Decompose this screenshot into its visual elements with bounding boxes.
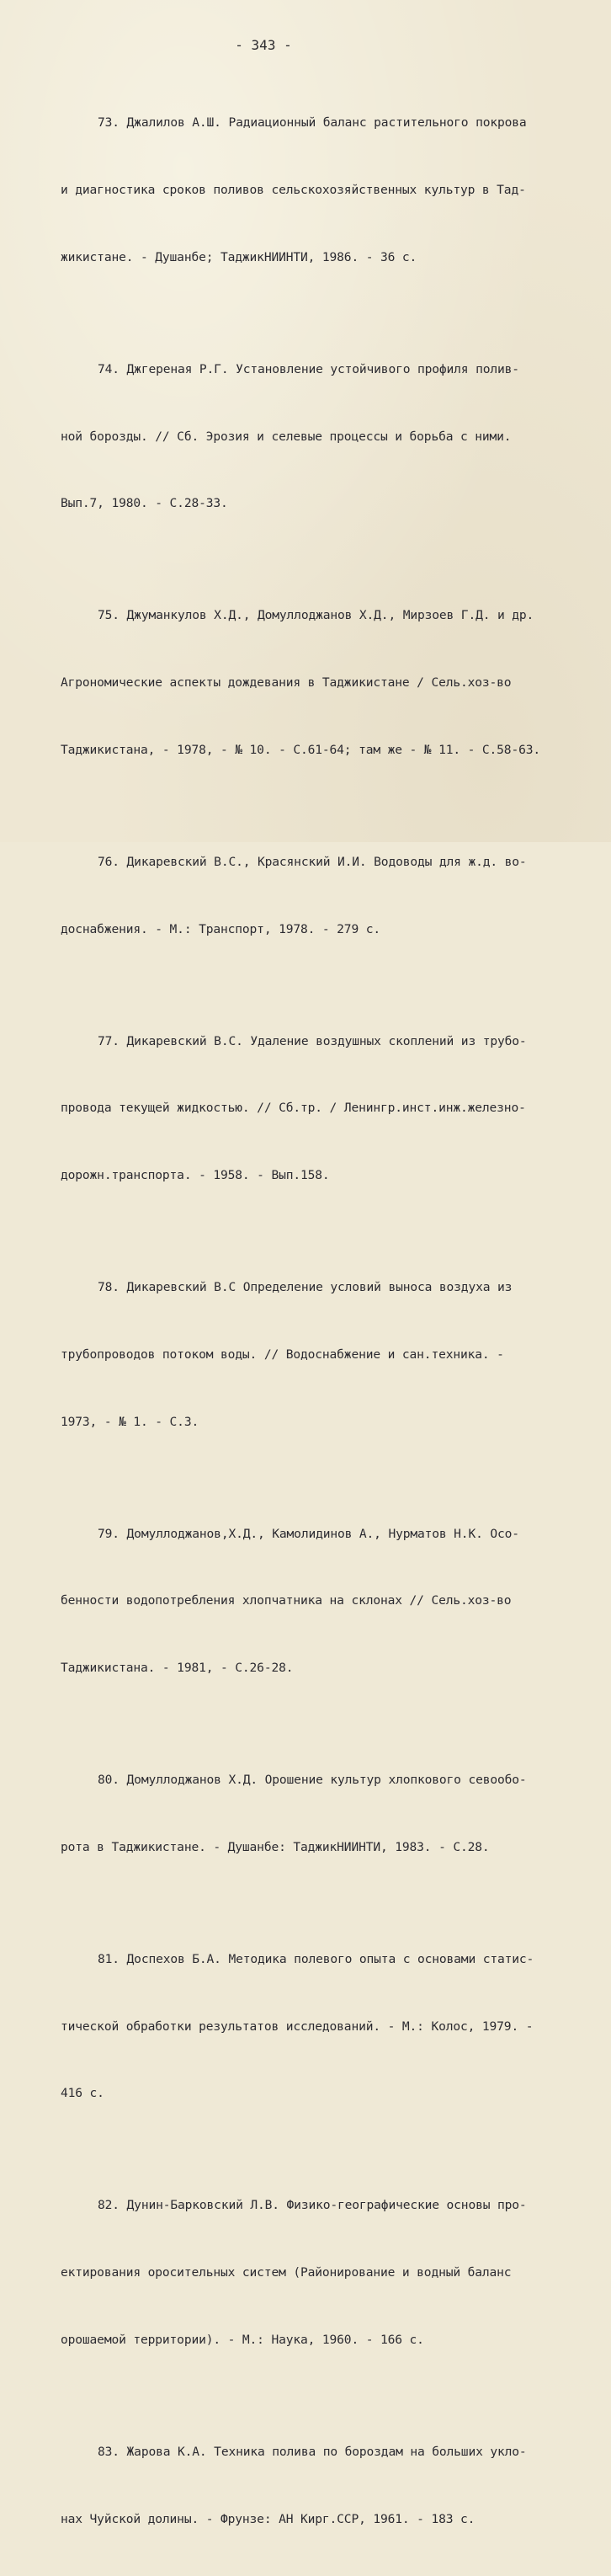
reference-entry (61, 985, 549, 1232)
reference-line: жикистане. - Душанбе; ТаджикНИИНТИ, 1986. - 36 с. (61, 249, 417, 264)
reference-line: 1973, - № 1. - С.3. (61, 1414, 199, 1429)
reference-line: орошаемой территории). - М.: Наука, 1960. - 166 с. (61, 2332, 424, 2347)
reference-line: бенности водопотребления хлопчатника на склонах // Сель.хоз-во (61, 1593, 512, 1608)
reference-line: 416 с. (61, 2086, 104, 2101)
reference-line: 78. Дикаревский В.С Определение условий выноса воздуха из (98, 1280, 513, 1295)
page-number: - 343 - (235, 37, 292, 53)
reference-line: провода текущей жидкостью. // Сб.тр. / Ленингр.инст.инж.железно- (61, 1101, 526, 1116)
reference-line: 75. Джуманкулов Х.Д., Домуллоджанов Х.Д., Мирзоев Г.Д. и др. (98, 608, 534, 623)
reference-entry (61, 1232, 549, 1479)
reference-entry (61, 2397, 549, 2576)
reference-entry (61, 67, 549, 314)
reference-line: 82. Дунин-Барковский Л.В. Физико-географические основы про- (98, 2198, 527, 2213)
reference-line: Таджикистана. - 1981, - С.26-28. (61, 1661, 294, 1676)
reference-line: дорожн.транспорта. - 1958. - Вып.158. (61, 1168, 330, 1183)
reference-line: Вып.7, 1980. - С.28-33. (61, 496, 228, 511)
reference-line: 79. Домуллоджанов,Х.Д., Камолидинов А., Нурматов Н.К. Осо- (98, 1526, 519, 1541)
reference-line: Агрономические аспекты дождевания в Таджикистане / Сель.хоз-во (61, 675, 512, 691)
reference-entry (61, 2150, 549, 2397)
reference-line: ной борозды. // Сб. Эрозия и селевые процессы и борьба с ними. (61, 429, 512, 444)
reference-line: 74. Джгереная Р.Г. Установление устойчивого профиля полив- (98, 361, 519, 376)
reference-line: нах Чуйской долины. - Фрунзе: АН Кирг.ССР, 1961. - 183 с. (61, 2511, 476, 2526)
reference-entry (61, 807, 549, 986)
reference-line: 80. Домуллоджанов Х.Д. Орошение культур хлопкового севообо- (98, 1773, 527, 1788)
reference-line: 83. Жарова К.А. Техника полива по бороздам на больших укло- (98, 2444, 527, 2459)
reference-entry (61, 1478, 549, 1725)
reference-line: 73. Джалилов А.Ш. Радиационный баланс растительного покрова (98, 115, 527, 131)
reference-line: тической обработки результатов исследований. - М.: Колос, 1979. - (61, 2019, 534, 2034)
reference-entry (61, 560, 549, 807)
reference-line: 76. Дикаревский В.С., Красянский И.И. Водоводы для ж.д. во- (98, 854, 527, 869)
reference-line: рота в Таджикистане. - Душанбе: ТаджикНИИНТИ, 1983. - С.28. (61, 1839, 490, 1854)
reference-line: ектирования оросительных систем (Районирование и водный баланс (61, 2265, 512, 2280)
reference-line: 77. Дикаревский В.С. Удаление воздушных скоплений из трубо- (98, 1033, 527, 1048)
reference-line: и диагностика сроков поливов сельскохозяйственных культур в Тад- (61, 182, 526, 197)
reference-line: 81. Доспехов Б.А. Методика полевого опыта с основами статис- (98, 1951, 534, 1966)
reference-line: доснабжения. - М.: Транспорт, 1978. - 279 с. (61, 921, 380, 936)
reference-list (61, 67, 549, 2576)
reference-entry (61, 314, 549, 561)
reference-line: трубопроводов потоком воды. // Водоснабжение и сан.техника. - (61, 1347, 504, 1362)
reference-entry (61, 1904, 549, 2151)
reference-entry (61, 1725, 549, 1904)
reference-line: Таджикистана, - 1978, - № 10. - С.61-64; там же - № 11. - С.58-63. (61, 742, 540, 757)
